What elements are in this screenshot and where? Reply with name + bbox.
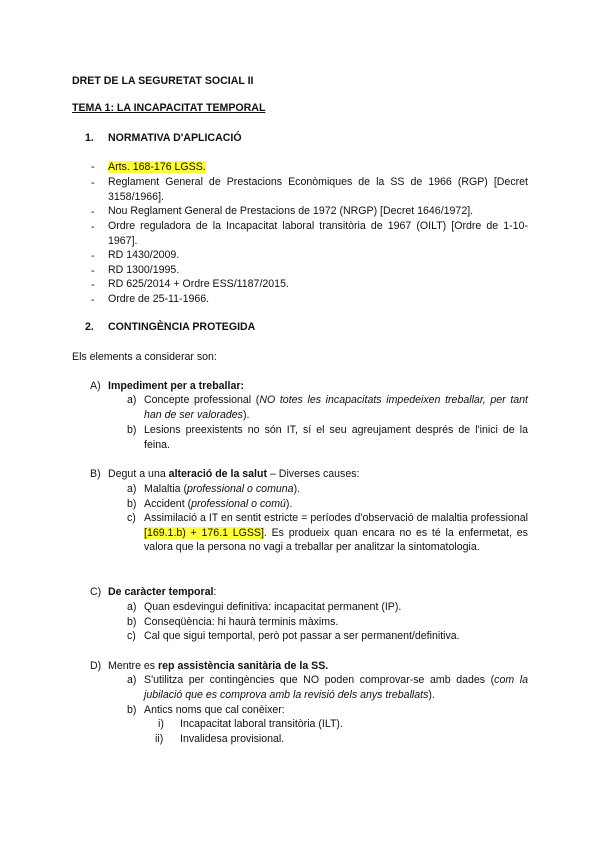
item-b-c-text: Assimilació a IT en sentit estricte = períodes d'observació de malaltia professional [169.1.b) + 176.1 LGSS]. Es produeix quan encara no es té la enfermetat, es valora que la persona no vagi a treballar per analitzar la sintomatologia. bbox=[144, 512, 528, 553]
item-b-c-label: c) bbox=[127, 512, 136, 524]
item-a-b-label: b) bbox=[127, 424, 137, 436]
item-a-label: A) bbox=[90, 380, 101, 392]
document-page: DRET DE LA SEGURETAT SOCIAL II TEMA 1: LA INCAPACITAT TEMPORAL 1. NORMATIVA D'APLICACIÓ - Arts. 168-176 LGSS. - Reglament General de Prestacions Econòmiques de la SS de 1966 (RGP) [Decret 3158/1966]. - Nou Reglament General de Prestacions de 1972 (NRGP) [Decret 1646/1972]. - Ordre reguladora de la Incapacitat laboral transitòria de 1967 (OILT) [Ordre de 1-10-1967]. - RD 1430/2009. - RD 1300/1995. - RD 625/2014 + Ordre ESS/1187/2015. - Ordre de 25-11-1966. 2. CONTINGÈNCIA PROTEGIDA Els elements a considerar son: A) Impediment per a treballar: a) Concepte professional (NO totes les incapacitats impedeixen treballar, per tant han de ser valorades). b) Lesions preexistents no són IT, sí el seu agreujament després de l'inici de la feina. B) Degut a una alteració de la salut – Diverses causes: a) Malaltia (professional o comuna). b) Accident (professional o comú). c) Assimilació a IT en sentit estricte = períodes d'observació de malaltia professional [169.1.b) + 176.1 LGSS]. Es produeix quan encara no es té la enfermetat, es valora que la persona no vagi a treballar per analitzar la sintomatologia. C) De caràcter temporal: a) Quan esdevingui definitiva: incapacitat permanent (IP). b) Conseqüència: hi haurà terminis màxims. c) Cal que sigui temportal, però pot passar a ser permanent/definitiva. D) Mentre es rep assistència sanitària de la SS. a) S'utilitza per contingències que NO poden comprovar-se amb dades (com la jubilació que es comprova amb la revisió dels anys treballats). b) Antics noms que cal conèixer: i) Incapacitat laboral transitòria (ILT). ii) Invalidesa provisional. bbox=[72, 75, 529, 745]
item-c-label: C) bbox=[90, 586, 102, 598]
item-a-a-text: Concepte professional (NO totes les incapacitats impedeixen treballar, per tant han de ser valorades). bbox=[144, 394, 528, 421]
section-2-heading: CONTINGÈNCIA PROTEGIDA bbox=[108, 321, 256, 333]
item-d-label: D) bbox=[90, 660, 102, 672]
item-c-b-text: Conseqüència: hi haurà terminis màxims. bbox=[144, 616, 339, 628]
section-2-intro: Els elements a considerar son: bbox=[72, 351, 217, 363]
item-d-i-label: i) bbox=[158, 718, 164, 730]
document-title: DRET DE LA SEGURETAT SOCIAL II bbox=[72, 75, 254, 87]
item-c-a-label: a) bbox=[127, 601, 137, 613]
item-d-ii-text: Invalidesa provisional. bbox=[180, 733, 285, 745]
item-d-b-text: Antics noms que cal conèixer: bbox=[144, 704, 285, 716]
item-c-a-text: Quan esdevingui definitiva: incapacitat permanent (IP). bbox=[144, 601, 402, 613]
list-item: Ordre reguladora de la Incapacitat laboral transitòria de 1967 (OILT) [Ordre de 1-10-1967]. bbox=[108, 220, 528, 247]
section-2-number: 2. bbox=[85, 321, 94, 333]
list-item: Reglament General de Prestacions Econòmiques de la SS de 1966 (RGP) [Decret 3158/1966]. bbox=[108, 176, 528, 203]
item-d-a-text: S'utilitza per contingències que NO poden comprovar-se amb dades (com la jubilació que es comprova amb la revisió dels anys treballats). bbox=[144, 674, 529, 701]
item-a-b-text: Lesions preexistents no són IT, sí el seu agreujament després de l'inici de la feina. bbox=[144, 424, 528, 451]
section-1-heading: NORMATIVA D'APLICACIÓ bbox=[108, 132, 242, 144]
item-d-i-text: Incapacitat laboral transitòria (ILT). bbox=[180, 718, 343, 730]
item-c-c-label: c) bbox=[127, 630, 136, 642]
list-item: Nou Reglament General de Prestacions de 1972 (NRGP) [Decret 1646/1972]. bbox=[108, 205, 474, 217]
item-c-c-text: Cal que sigui temportal, però pot passar a ser permanent/definitiva. bbox=[144, 630, 460, 642]
list-item: Arts. 168-176 LGSS. bbox=[108, 161, 206, 173]
item-d-b-label: b) bbox=[127, 704, 137, 716]
item-b-label: B) bbox=[90, 468, 101, 480]
list-item: RD 1430/2009. bbox=[108, 249, 180, 261]
item-c-b-label: b) bbox=[127, 616, 137, 628]
list-item: RD 1300/1995. bbox=[108, 264, 180, 276]
item-b-b-text: Accident (professional o comú). bbox=[144, 498, 293, 510]
tema-title: TEMA 1: LA INCAPACITAT TEMPORAL bbox=[72, 102, 266, 114]
item-b-heading: Degut a una alteració de la salut – Diverses causes: bbox=[108, 468, 360, 480]
list-item: RD 625/2014 + Ordre ESS/1187/2015. bbox=[108, 278, 289, 290]
item-c-heading: De caràcter temporal: bbox=[108, 586, 217, 598]
item-a-a-label: a) bbox=[127, 394, 137, 406]
item-d-heading: Mentre es rep assistència sanitària de la SS. bbox=[108, 660, 329, 672]
item-b-a-label: a) bbox=[127, 483, 137, 495]
item-b-b-label: b) bbox=[127, 498, 137, 510]
section-1-number: 1. bbox=[85, 132, 94, 144]
item-d-a-label: a) bbox=[127, 674, 137, 686]
item-a-heading: Impediment per a treballar: bbox=[108, 380, 244, 392]
item-b-a-text: Malaltia (professional o comuna). bbox=[144, 483, 301, 495]
item-d-ii-label: ii) bbox=[155, 733, 164, 745]
list-item: Ordre de 25-11-1966. bbox=[108, 293, 210, 305]
